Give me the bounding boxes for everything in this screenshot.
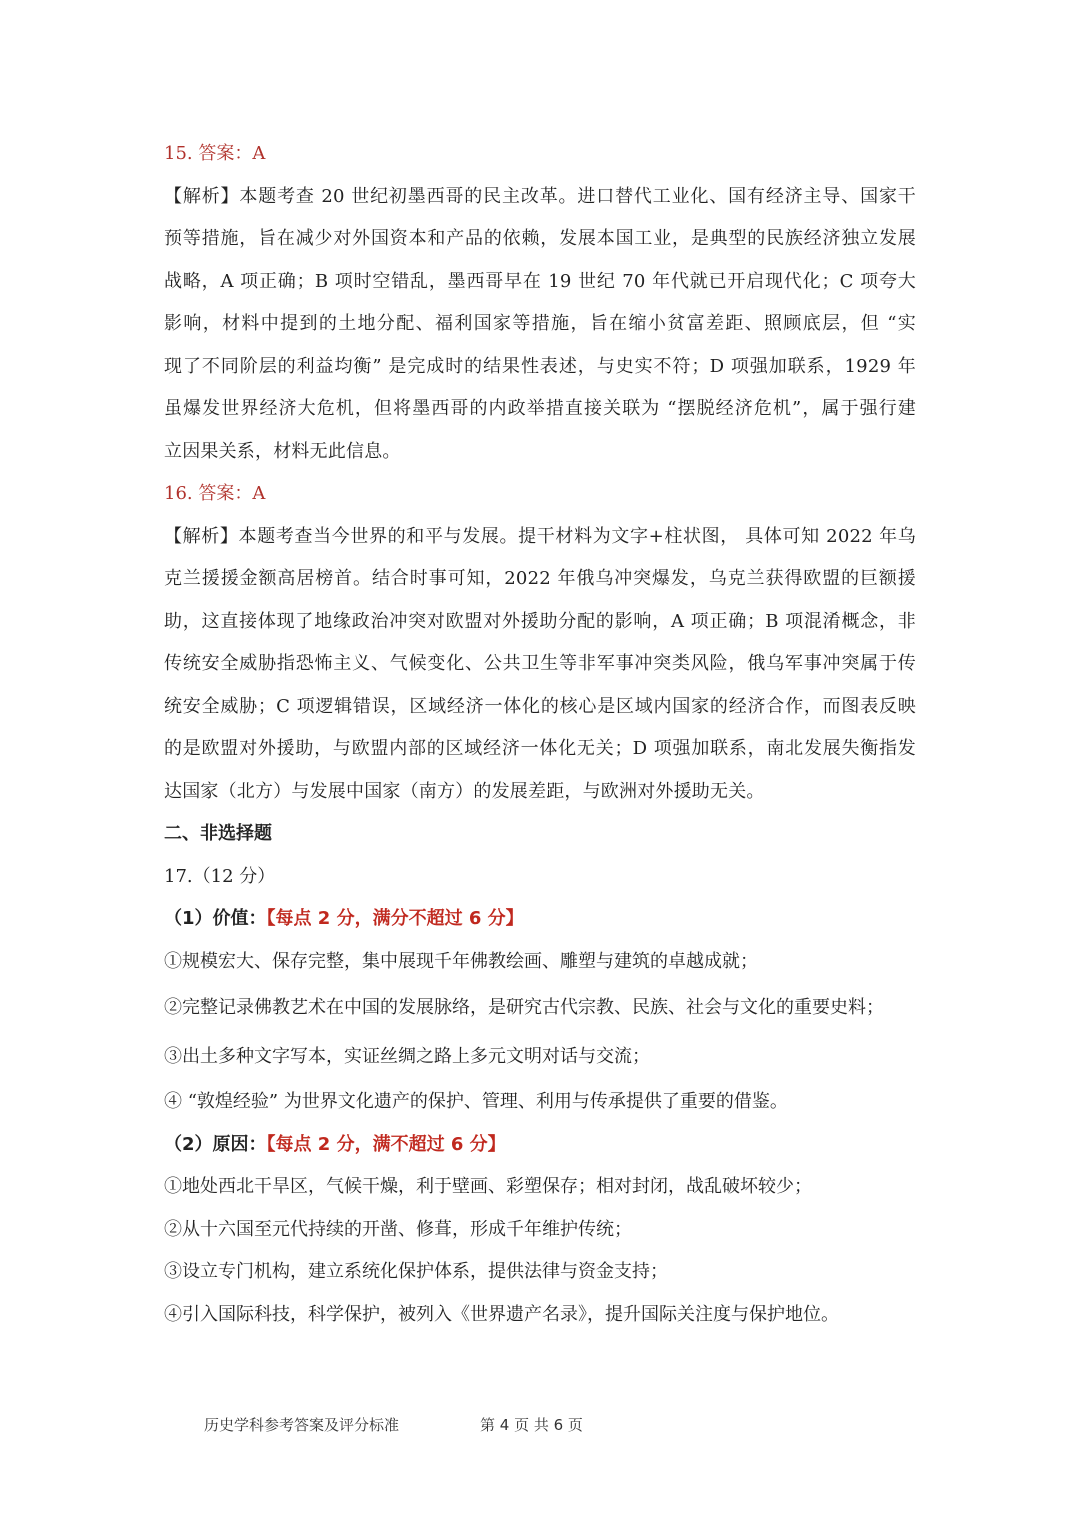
q15-line: 预等措施，旨在减少对外国资本和产品的依赖，发展本国工业，是典型的民族经济独立发展 bbox=[164, 228, 916, 249]
q17-part2-label: （2）原因： bbox=[164, 1133, 267, 1155]
q16-line: 传统安全威胁指恐怖主义、气候变化、公共卫生等非军事冲突类风险，俄乌军事冲突属于传 bbox=[164, 653, 916, 674]
q16-line: 克兰援援金额高居榜首。结合时事可知，2022 年俄乌冲突爆发，乌克兰获得欧盟的巨额援 bbox=[164, 568, 916, 589]
page-content bbox=[164, 133, 916, 1336]
section-title: 二、非选择题 bbox=[164, 823, 272, 844]
q15-line: 现了不同阶层的利益均衡” 是完成时的结果性表述，与史实不符；D 项强加联系，1929 年 bbox=[164, 355, 916, 377]
footer-document-title: 历史学科参考答案及评分标准 bbox=[204, 1416, 400, 1434]
q17-part1-item: ③出土多种文字写本，实证丝绸之路上多元文明对话与交流； bbox=[164, 1046, 650, 1067]
q17-part2-item: ②从十六国至元代持续的开凿、修葺，形成千年维护传统； bbox=[164, 1218, 632, 1240]
q16-line: 统安全威胁；C 项逻辑错误，区域经济一体化的核心是区域内国家的经济合作，而图表反映 bbox=[164, 695, 916, 717]
q15-line: 影响，材料中提到的土地分配、福利国家等措施，旨在缩小贫富差距、照顾底层，但 “实 bbox=[164, 313, 916, 334]
q15-answer: 15. 答案：A bbox=[164, 143, 266, 164]
page-footer bbox=[204, 1414, 583, 1435]
q15-line: 立因果关系，材料无此信息。 bbox=[164, 440, 401, 462]
q15-line: 战略，A 项正确；B 项时空错乱，墨西哥早在 19 世纪 70 年代就已开启现代化；C 项夸大 bbox=[164, 270, 916, 292]
q17-part1-item: ④ “敦煌经验” 为世界文化遗产的保护、管理、利用与传承提供了重要的借鉴。 bbox=[164, 1091, 788, 1112]
q17-part1-item: ②完整记录佛教艺术在中国的发展脉络，是研究古代宗教、民族、社会与文化的重要史料； bbox=[164, 997, 884, 1018]
q15-line: 虽爆发世界经济大危机，但将墨西哥的内政举措直接关联为 “摆脱经济危机”，属于强行建 bbox=[164, 398, 916, 419]
q16-line: 的是欧盟对外援助，与欧盟内部的区域经济一体化无关；D 项强加联系，南北发展失衡指发 bbox=[164, 738, 916, 759]
q17-part2-item: ①地处西北干旱区，气候干燥，利于壁画、彩塑保存；相对封闭，战乱破坏较少； bbox=[164, 1176, 812, 1197]
q16-line: 助，这直接体现了地缘政治冲突对欧盟对外援助分配的影响，A 项正确；B 项混淆概念，非 bbox=[164, 610, 916, 632]
q15-line: 【解析】本题考查 20 世纪初墨西哥的民主改革。进口替代工业化、国有经济主导、国家干 bbox=[164, 185, 916, 207]
q17-part1-item: ①规模宏大、保存完整，集中展现千年佛教绘画、雕塑与建筑的卓越成就； bbox=[164, 950, 758, 972]
q16-explanation bbox=[164, 516, 916, 814]
q17-part1-label: （1）价值： bbox=[164, 908, 267, 929]
q17-part1-note: 【每点 2 分，满分不超过 6 分】 bbox=[266, 908, 524, 929]
q15-explanation bbox=[164, 176, 916, 474]
q16-line: 达国家（北方）与发展中国家（南方）的发展差距，与欧洲对外援助无关。 bbox=[164, 780, 765, 802]
q17-part2-item: ④引入国际科技，科学保护，被列入《世界遗产名录》，提升国际关注度与保护地位。 bbox=[164, 1303, 839, 1325]
q17-title: 17.（12 分） bbox=[164, 865, 276, 887]
q17-part2-item: ③设立专门机构，建立系统化保护体系，提供法律与资金支持； bbox=[164, 1261, 668, 1282]
q16-line: 【解析】本题考查当今世界的和平与发展。提干材料为文字+柱状图， 具体可知 2022 年乌 bbox=[164, 525, 916, 547]
q17-part2-heading bbox=[164, 1124, 916, 1167]
footer-page-number: 第 4 页 共 6 页 bbox=[480, 1416, 583, 1434]
q17-part1-heading bbox=[164, 898, 916, 941]
q16-answer: 16. 答案：A bbox=[164, 483, 266, 504]
q17-part2-note: 【每点 2 分，满不超过 6 分】 bbox=[266, 1133, 506, 1155]
